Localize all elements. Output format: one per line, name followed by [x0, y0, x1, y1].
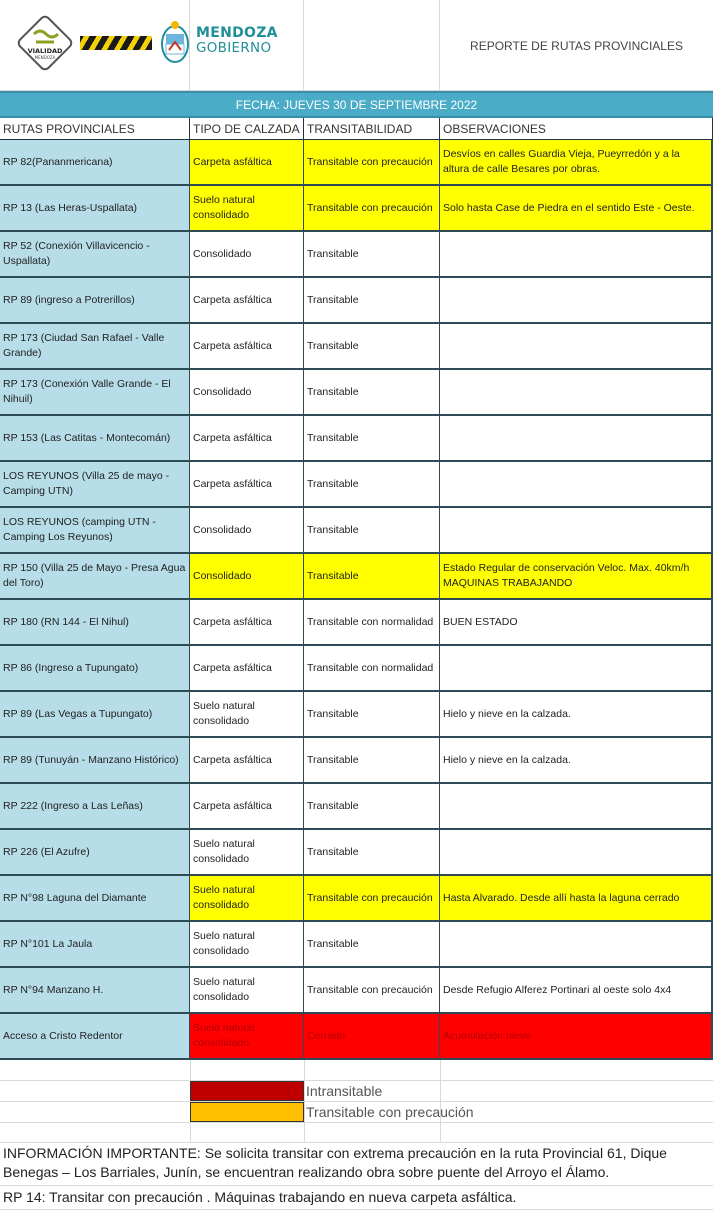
logo-group — [14, 12, 304, 68]
cell-traffic-status: Transitable — [304, 554, 440, 598]
cell-observations — [440, 232, 713, 276]
cell-route-name: LOS REYUNOS (Villa 25 de mayo - Camping UTN) — [0, 462, 190, 506]
cell-observations — [440, 922, 713, 966]
cell-pavement-type: Suelo natural consolidado — [190, 1014, 304, 1058]
cell-observations: Desde Refugio Alferez Portinari al oeste solo 4x4 — [440, 968, 713, 1012]
table-row — [0, 140, 713, 186]
cell-pavement-type: Carpeta asfáltica — [190, 738, 304, 782]
cell-traffic-status: Transitable — [304, 462, 440, 506]
table-row — [0, 186, 713, 232]
table-row — [0, 324, 713, 370]
cell-observations — [440, 784, 713, 828]
rp14-note: RP 14: Transitar con precaución . Máquinas trabajando en nueva carpeta asfáltica. — [0, 1186, 713, 1210]
cell-traffic-status: Transitable — [304, 232, 440, 276]
table-row — [0, 508, 713, 554]
cell-route-name: RP 173 (Ciudad San Rafael - Valle Grande) — [0, 324, 190, 368]
column-header-transitabilidad: TRANSITABILIDAD — [304, 118, 440, 140]
table-row — [0, 968, 713, 1014]
cell-pavement-type: Carpeta asfáltica — [190, 600, 304, 644]
mendoza-shield-icon — [160, 20, 190, 64]
cell-traffic-status: Transitable — [304, 784, 440, 828]
table-row — [0, 462, 713, 508]
table-row — [0, 370, 713, 416]
table-row — [0, 830, 713, 876]
cell-route-name: RP 222 (Ingreso a Las Leñas) — [0, 784, 190, 828]
cell-observations: Hasta Alvarado. Desde allí hasta la laguna cerrado — [440, 876, 713, 920]
cell-pavement-type: Consolidado — [190, 370, 304, 414]
cell-route-name: RP 150 (Villa 25 de Mayo - Presa Agua del Toro) — [0, 554, 190, 598]
legend-item-intransitable — [0, 1081, 713, 1102]
cell-route-name: RP 89 (Tunuyán - Manzano Histórico) — [0, 738, 190, 782]
cell-traffic-status: Transitable con precaución — [304, 968, 440, 1012]
cell-observations — [440, 462, 713, 506]
cell-observations: Desvíos en calles Guardia Vieja, Pueyrredón y a la altura de calle Besares por obras. — [440, 140, 713, 184]
cell-pavement-type: Consolidado — [190, 554, 304, 598]
cell-pavement-type: Consolidado — [190, 508, 304, 552]
cell-observations — [440, 508, 713, 552]
cell-traffic-status: Transitable con precaución — [304, 186, 440, 230]
cell-pavement-type: Suelo natural consolidado — [190, 968, 304, 1012]
table-row — [0, 646, 713, 692]
cell-route-name: RP 82(Pananmericana) — [0, 140, 190, 184]
report-title: REPORTE DE RUTAS PROVINCIALES — [470, 38, 683, 53]
cell-route-name: LOS REYUNOS (camping UTN - Camping Los Reyunos) — [0, 508, 190, 552]
cell-observations: Hielo y nieve en la calzada. — [440, 692, 713, 736]
cell-pavement-type: Suelo natural consolidado — [190, 692, 304, 736]
cell-traffic-status: Cerrado — [304, 1014, 440, 1058]
table-row — [0, 554, 713, 600]
cell-pavement-type: Carpeta asfáltica — [190, 462, 304, 506]
mendoza-gobierno-logo-text: MENDOZA GOBIERNO — [196, 25, 278, 56]
table-row — [0, 692, 713, 738]
cell-pavement-type: Suelo natural consolidado — [190, 830, 304, 874]
cell-route-name: RP 173 (Conexión Valle Grande - El Nihuil) — [0, 370, 190, 414]
cell-observations: Estado Regular de conservación Veloc. Max. 40km/h MAQUINAS TRABAJANDO — [440, 554, 713, 598]
date-bar: FECHA: JUEVES 30 DE SEPTIEMBRE 2022 — [0, 91, 713, 118]
cell-route-name: RP 226 (El Azufre) — [0, 830, 190, 874]
column-header-observaciones: OBSERVACIONES — [440, 118, 713, 140]
cell-traffic-status: Transitable — [304, 922, 440, 966]
vialidad-logo — [14, 12, 76, 74]
table-row — [0, 1014, 713, 1060]
cell-observations — [440, 278, 713, 322]
cell-route-name: RP N°94 Manzano H. — [0, 968, 190, 1012]
cell-traffic-status: Transitable — [304, 416, 440, 460]
cell-route-name: RP 86 (Ingreso a Tupungato) — [0, 646, 190, 690]
legend-label-intransitable: Intransitable — [306, 1083, 383, 1099]
cell-observations — [440, 830, 713, 874]
cell-route-name: RP 52 (Conexión Villavicencio - Uspallata) — [0, 232, 190, 276]
cell-pavement-type: Carpeta asfáltica — [190, 140, 304, 184]
cell-traffic-status: Transitable — [304, 370, 440, 414]
legend — [0, 1060, 713, 1143]
cell-route-name: RP N°101 La Jaula — [0, 922, 190, 966]
cell-pavement-type: Carpeta asfáltica — [190, 324, 304, 368]
cell-observations — [440, 416, 713, 460]
cell-traffic-status: Transitable — [304, 508, 440, 552]
routes-table-body — [0, 140, 713, 1060]
cell-traffic-status: Transitable — [304, 324, 440, 368]
cell-route-name: RP 153 (Las Catitas - Montecomán) — [0, 416, 190, 460]
cell-pavement-type: Carpeta asfáltica — [190, 278, 304, 322]
report-header — [0, 0, 713, 91]
cell-traffic-status: Transitable — [304, 830, 440, 874]
cell-pavement-type: Suelo natural consolidado — [190, 876, 304, 920]
table-row — [0, 232, 713, 278]
table-row — [0, 278, 713, 324]
cell-pavement-type: Carpeta asfáltica — [190, 416, 304, 460]
cell-route-name: RP 180 (RN 144 - El Nihul) — [0, 600, 190, 644]
table-row — [0, 600, 713, 646]
hazard-stripes — [80, 36, 152, 50]
cell-observations: BUEN ESTADO — [440, 600, 713, 644]
cell-observations — [440, 646, 713, 690]
cell-route-name: RP 13 (Las Heras-Uspallata) — [0, 186, 190, 230]
cell-traffic-status: Transitable — [304, 738, 440, 782]
table-row — [0, 416, 713, 462]
svg-text:VIALIDAD: VIALIDAD — [27, 47, 63, 55]
legend-label-precaucion: Transitable con precaución — [306, 1104, 474, 1120]
column-header-rutas: RUTAS PROVINCIALES — [0, 118, 190, 140]
cell-observations: Hielo y nieve en la calzada. — [440, 738, 713, 782]
cell-route-name: Acceso a Cristo Redentor — [0, 1014, 190, 1058]
table-row — [0, 784, 713, 830]
table-row — [0, 922, 713, 968]
legend-swatch-precaucion — [190, 1102, 304, 1122]
cell-observations: Acumulación nieve — [440, 1014, 713, 1058]
cell-traffic-status: Transitable con normalidad — [304, 600, 440, 644]
cell-traffic-status: Transitable — [304, 278, 440, 322]
cell-route-name: RP 89 (Las Vegas a Tupungato) — [0, 692, 190, 736]
cell-observations — [440, 324, 713, 368]
cell-route-name: RP 89 (ingreso a Potrerillos) — [0, 278, 190, 322]
table-row — [0, 738, 713, 784]
cell-pavement-type: Carpeta asfáltica — [190, 646, 304, 690]
cell-observations — [440, 370, 713, 414]
cell-traffic-status: Transitable con normalidad — [304, 646, 440, 690]
cell-pavement-type: Carpeta asfáltica — [190, 784, 304, 828]
cell-pavement-type: Suelo natural consolidado — [190, 922, 304, 966]
cell-pavement-type: Consolidado — [190, 232, 304, 276]
cell-observations: Solo hasta Case de Piedra en el sentido Este - Oeste. — [440, 186, 713, 230]
column-header-calzada: TIPO DE CALZADA — [190, 118, 304, 140]
cell-traffic-status: Transitable con precaución — [304, 876, 440, 920]
cell-traffic-status: Transitable — [304, 692, 440, 736]
important-note: INFORMACIÓN IMPORTANTE: Se solicita transitar con extrema precaución en la ruta Provincial 61, Dique Benegas – Los Barriales, Junín, se encuentran realizando obra sobre puente del Arroyo el Álamo. — [0, 1143, 713, 1186]
cell-pavement-type: Suelo natural consolidado — [190, 186, 304, 230]
cell-route-name: RP N°98 Laguna del Diamante — [0, 876, 190, 920]
table-row — [0, 876, 713, 922]
legend-swatch-intransitable — [190, 1081, 304, 1101]
svg-text:MENDOZA: MENDOZA — [34, 55, 56, 60]
cell-traffic-status: Transitable con precaución — [304, 140, 440, 184]
legend-item-precaucion — [0, 1102, 713, 1123]
